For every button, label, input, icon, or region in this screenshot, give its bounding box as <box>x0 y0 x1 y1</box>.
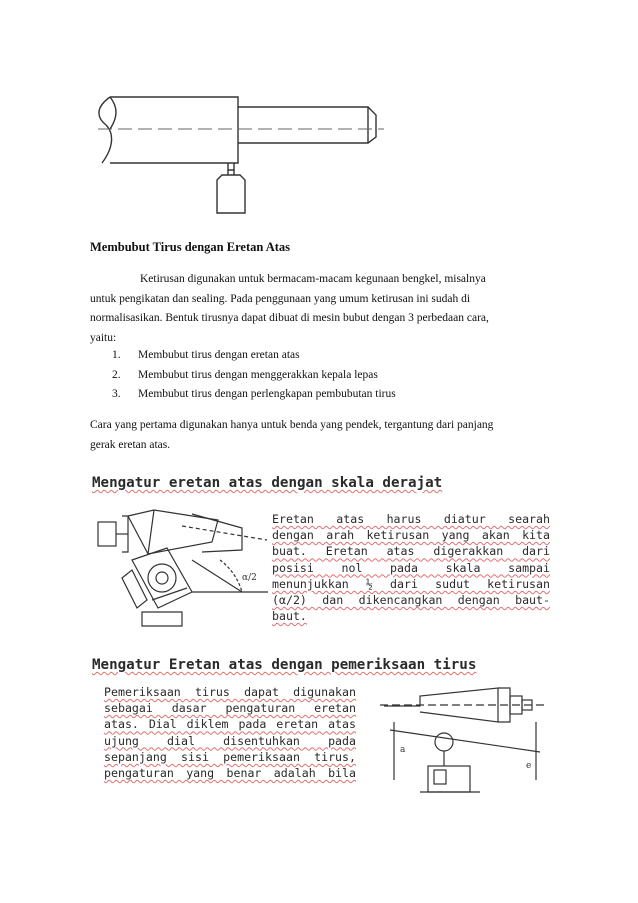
text-line: menunjukkan ½ dari sudut ketirusan <box>272 576 550 591</box>
paragraph-line: yaitu: <box>90 331 117 344</box>
angle-label: α/2 <box>242 573 257 583</box>
text-line: Pemeriksaan tirus dapat digunakan <box>104 685 356 699</box>
text-line: ujung dial disentuhkan pada <box>104 733 356 748</box>
list-item: 2. Membubut tirus dengan menggerakkan kepala lepas <box>112 368 378 381</box>
compound-rest-figure <box>92 500 268 635</box>
text-line: Eretan atas harus diatur searah <box>272 512 550 526</box>
text-line: baut. <box>272 609 307 624</box>
method-paragraph <box>90 416 548 455</box>
text-line: dengan arah ketirusan yang akan kita <box>272 528 550 543</box>
paragraph-line: Ketirusan digunakan untuk bermacam-macam kegunaan bengkel, misalnya <box>140 273 486 285</box>
list-item: 1. Membubut tirus dengan eretan atas <box>112 349 300 361</box>
method-list <box>112 346 396 405</box>
text-line: sebagai dasar pengaturan eretan <box>104 701 356 716</box>
dim-label-a: a <box>400 745 406 755</box>
paragraph-line: untuk pengikatan dan sealing. Pada penggunaan yang umum ketirusan ini sudah di <box>90 292 471 305</box>
paragraph-line: normalisasikan. Bentuk tirusnya dapat dibuat di mesin bubut dengan 3 perbedaan cara, <box>90 312 489 324</box>
paragraph-line: Cara yang pertama digunakan hanya untuk benda yang pendek, tergantung dari panjang <box>90 419 494 431</box>
section1-title: Mengatur eretan atas dengan skala derajat <box>92 475 443 491</box>
paragraph-line: gerak eretan atas. <box>90 438 171 451</box>
text-line: (α/2) dan dikencangkan dengan baut- <box>272 593 550 608</box>
text-line: pengaturan yang benar adalah bila <box>104 766 356 781</box>
shaft-tool-figure <box>88 85 388 220</box>
text-line: atas. Dial diklem pada eretan atas <box>104 717 356 732</box>
dim-label-e: e <box>526 761 532 771</box>
text-line: buat. Eretan atas digerakkan dari <box>272 544 550 559</box>
text-line: posisi nol pada skala sampai <box>272 560 550 575</box>
dial-indicator-figure <box>380 682 548 800</box>
section2-text <box>104 684 356 781</box>
text-line: sepanjang sisi pemeriksaan tirus, <box>104 749 356 764</box>
section1-text <box>272 511 550 624</box>
section2-title: Mengatur Eretan atas dengan pemeriksaan tirus <box>92 657 477 673</box>
intro-paragraph <box>90 270 548 348</box>
list-item: 3. Membubut tirus dengan perlengkapan pembubutan tirus <box>112 388 396 400</box>
section-heading: Membubut Tirus dengan Eretan Atas <box>90 240 291 254</box>
